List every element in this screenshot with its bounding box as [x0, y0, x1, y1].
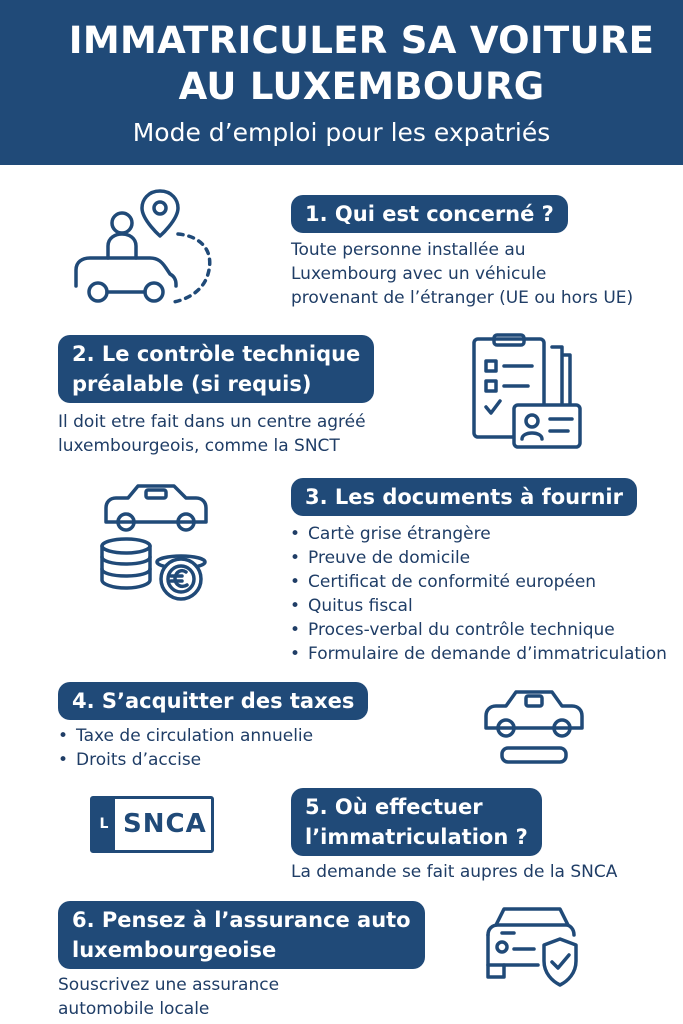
list-item: • Quitus fiscal	[290, 594, 667, 618]
section-3-heading: 3. Les documents à fournir	[291, 478, 637, 516]
section-1-heading: 1. Qui est concerné ?	[291, 195, 568, 233]
section-6-text: Souscrivez une assurance automobile locale	[58, 975, 280, 1019]
taxes-list	[58, 724, 313, 772]
plate-text: SNCA	[123, 809, 207, 839]
list-item: • Preuve de domicile	[290, 546, 667, 570]
list-item: • Droits d’accise	[58, 748, 313, 772]
section-6-heading: 6. Pensez à l’assurance auto luxembourgeoise	[58, 901, 425, 969]
section-5-heading: 5. Où effectuer l’immatriculation ?	[291, 788, 542, 856]
documents-list	[290, 522, 667, 666]
list-item: • Formulaire de demande d’immatriculation	[290, 642, 667, 666]
car-driver-location-icon	[70, 188, 220, 308]
section-2-text: Il doit etre fait dans un centre agréé luxembourgeois, comme la SNCT	[58, 412, 366, 456]
header-banner	[0, 0, 683, 165]
section-4-heading: 4. S’acquitter des taxes	[58, 682, 368, 720]
plate-country-code: L	[93, 799, 115, 850]
car-plate-icon	[482, 688, 586, 768]
section-1-text: Toute personne installée au Luxembourg avec un véhicule provenant de l’étranger (UE ou hors UE)	[291, 240, 634, 308]
clipboard-id-card-icon	[470, 333, 590, 451]
license-plate	[90, 796, 214, 853]
section-2-heading: 2. Le contròle technique préalable (si requis)	[58, 335, 374, 403]
list-item: • Proces-verbal du contrôle technique	[290, 618, 667, 642]
section-5-text: La demande se fait aupres de la SNCA	[291, 862, 618, 882]
list-item: • Cartè grise étrangère	[290, 522, 667, 546]
list-item: • Certificat de conformité européen	[290, 570, 667, 594]
car-shield-check-icon	[484, 905, 588, 995]
list-item: • Taxe de circulation annuelie	[58, 724, 313, 748]
page-subtitle: Mode d’emploi pour les expatriés	[132, 118, 551, 147]
car-coins-euro-icon	[100, 482, 215, 602]
page-title: IMMATRICULER SA VOITURE AU LUXEMBOURG	[68, 19, 655, 108]
